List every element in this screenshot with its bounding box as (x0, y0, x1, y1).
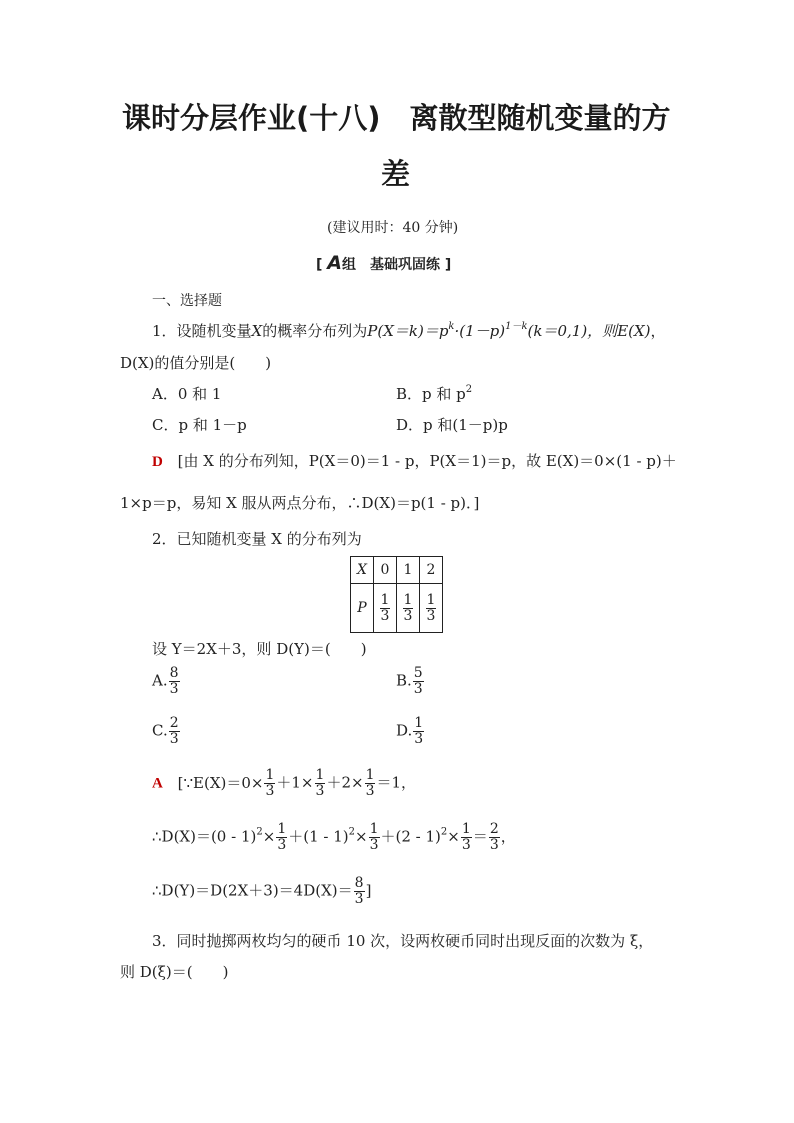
q2-sol2-part: ∴D(X)＝(0 - 1) (152, 827, 257, 846)
table-header-2: 2 (420, 557, 443, 584)
times-sign: × (447, 827, 460, 846)
frac-den: 3 (277, 837, 287, 853)
frac-den: 3 (413, 681, 423, 697)
q2-option-a (152, 666, 181, 697)
table-header-0: 0 (374, 557, 397, 584)
frac-num: 1 (277, 821, 287, 837)
square-sup: 2 (348, 826, 356, 838)
q2-sol1-part: ＝1， (376, 773, 417, 792)
group-heading (316, 252, 451, 274)
square-sup: 2 (256, 826, 263, 838)
times-sign: × (262, 827, 276, 846)
q1-number: 1．设随机变量 (152, 322, 252, 340)
frac-den: 3 (369, 837, 379, 853)
q1-option-b (396, 383, 472, 404)
table-header-1: 1 (397, 557, 420, 584)
frac-num: 5 (413, 665, 423, 681)
frac-den: 3 (169, 731, 179, 747)
frac-num: 1 (315, 767, 325, 783)
frac-den: 3 (414, 731, 424, 747)
page-title-line2: 差 (381, 157, 411, 191)
frac-den: 3 (461, 837, 471, 853)
q1-sup-k: k (448, 321, 455, 332)
frac-num: 2 (489, 821, 499, 837)
q1-option-b-text: B．p 和 p (396, 385, 466, 403)
q2-option-d-label: D. (396, 721, 413, 740)
frac-den: 3 (265, 783, 275, 799)
q2-option-c-label: C. (152, 721, 168, 740)
group-label: 组 基础巩固练 (342, 257, 440, 273)
table-cell (374, 584, 397, 633)
frac-den: 3 (315, 783, 325, 799)
q2-solution-line1 (152, 768, 416, 799)
frac-num: 8 (169, 665, 179, 681)
q2-sol2-part: ＝ (472, 827, 488, 846)
q1-formula-b: ·(1－p) (454, 322, 506, 340)
q1-var: X (251, 322, 263, 340)
q2-solution-line3 (152, 876, 371, 907)
frac-num: 2 (169, 715, 179, 731)
table-cell (420, 584, 443, 633)
q2-option-b (396, 666, 425, 697)
q2-sol1-part: [∵E(X)＝0× (177, 773, 264, 792)
q1-option-b-sup: 2 (465, 384, 473, 395)
q2-sol3-part: ∴D(Y)＝D(2X＋3)＝4D(X)＝ (152, 881, 353, 900)
q1-formula-c: (k＝0,1)，则 (527, 322, 618, 340)
q1-stem-line2: D(X)的值分别是( ) (120, 354, 272, 372)
frac-den: 3 (426, 607, 436, 624)
frac-num: 1 (365, 767, 375, 783)
q2-option-c (152, 716, 181, 747)
q2-condition: 设 Y＝2X＋3，则 D(Y)＝( ) (152, 640, 367, 658)
q2-sol2-part: ＋(1 - 1) (288, 827, 349, 846)
frac-num: 1 (461, 821, 471, 837)
q2-answer-letter: A (152, 775, 163, 792)
frac-num: 1 (414, 715, 424, 731)
q1-option-a: A．0 和 1 (152, 385, 222, 403)
table-cell (397, 584, 420, 633)
frac-den: 3 (169, 681, 179, 697)
q2-sol2-part: ， (500, 827, 516, 846)
square-sup: 2 (440, 826, 448, 838)
q1-option-d: D．p 和(1－p)p (396, 416, 508, 434)
q1-formula-d: E(X) (617, 322, 651, 340)
q1-solution-line2: 1×p＝p，易知 X 服从两点分布，∴D(X)＝p(1 - p)．] (120, 494, 480, 512)
frac-num: 1 (403, 591, 413, 608)
q2-option-d (396, 716, 425, 747)
times-sign: × (355, 827, 368, 846)
frac-num: 8 (354, 875, 364, 891)
q2-stem: 2．已知随机变量 X 的分布列为 (152, 530, 362, 548)
group-close-bracket: ] (444, 257, 452, 273)
page-title-line1: 课时分层作业(十八) 离散型随机变量的方 (122, 101, 671, 135)
q1-text: 的概率分布列为 (262, 322, 368, 340)
frac-num: 1 (426, 591, 436, 608)
q1-sup-exp: 1－k (505, 321, 528, 332)
frac-num: 1 (369, 821, 379, 837)
q1-solution-text1: [由 X 的分布列知，P(X＝0)＝1 - p，P(X＝1)＝p，故 E(X)＝0×(1 - p)＋ (177, 452, 677, 470)
group-open-bracket: [ (316, 257, 323, 273)
q1-answer-letter: D (152, 454, 163, 470)
q2-sol3-part: ] (365, 881, 372, 900)
distribution-table (350, 556, 443, 633)
frac-num: 1 (380, 591, 390, 608)
q2-option-a-label: A. (152, 671, 168, 690)
q1-stem: 1．设随机变量X的概率分布列为$P(X=k)=p^k\cdot(1-p)^{1-k}(k=0,1)$，则E(X)， (152, 321, 666, 340)
q2-solution-line2 (152, 822, 516, 853)
q1-formula-a: P(X＝k)＝p (367, 322, 449, 340)
group-letter: A (327, 252, 342, 274)
section-heading: 一、选择题 (152, 293, 222, 309)
table-header-x: X (351, 557, 374, 584)
frac-den: 3 (489, 837, 499, 853)
q2-sol1-part: ＋2× (326, 773, 364, 792)
suggested-time: (建议用时：40 分钟) (327, 220, 459, 236)
q1-option-c: C．p 和 1－p (152, 416, 247, 434)
q2-sol1-part: ＋1× (276, 773, 314, 792)
q3-stem-line1: 3．同时抛掷两枚均匀的硬币 10 次，设两枚硬币同时出现反面的次数为 ξ， (152, 932, 654, 950)
frac-num: 1 (265, 767, 275, 783)
q3-stem-line2: 则 D(ξ)＝( ) (120, 963, 229, 981)
q1-solution-line1 (152, 450, 677, 471)
q2-option-b-label: B. (396, 671, 412, 690)
frac-den: 3 (354, 891, 364, 907)
table-row-label-p: P (351, 584, 374, 633)
frac-den: 3 (365, 783, 375, 799)
frac-den: 3 (403, 607, 413, 624)
frac-den: 3 (380, 607, 390, 624)
q2-sol2-part: ＋(2 - 1) (380, 827, 441, 846)
